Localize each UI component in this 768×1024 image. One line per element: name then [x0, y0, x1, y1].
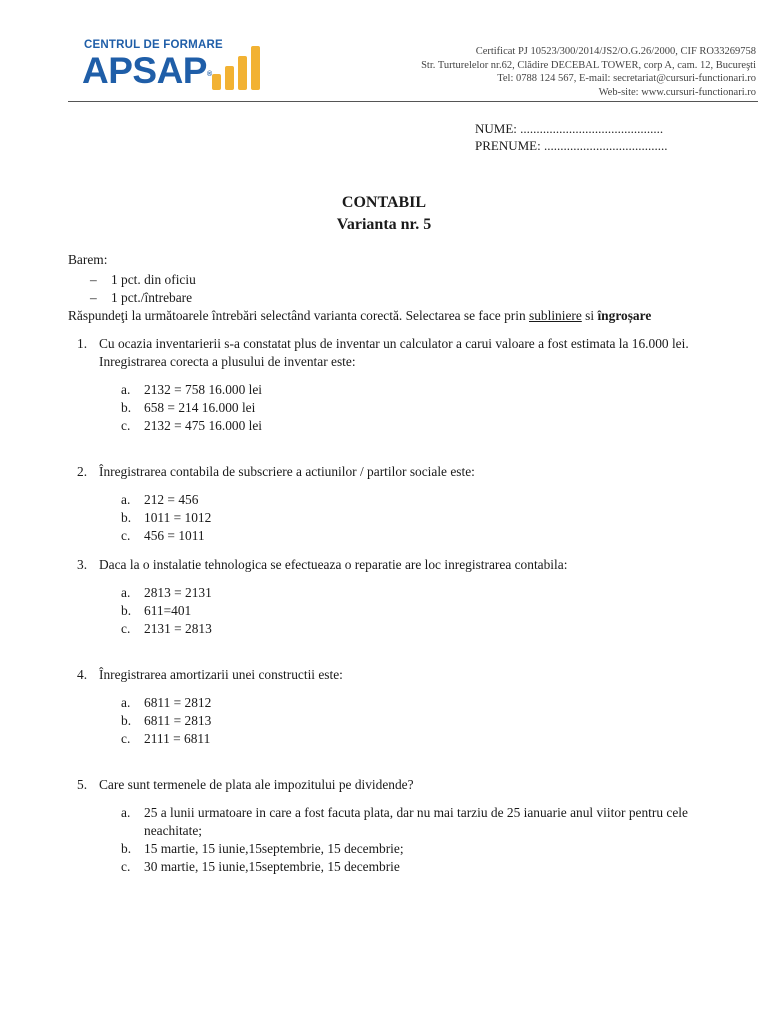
barem-item: – 1 pct. din oficiu	[68, 271, 700, 289]
option-letter: a.	[121, 492, 131, 507]
document-body	[68, 251, 700, 876]
option-letter: c.	[121, 418, 131, 433]
logo-bar	[238, 56, 247, 90]
answer-option[interactable]	[99, 712, 700, 730]
option-letter: b.	[121, 510, 132, 525]
option-text: 6811 = 2812	[144, 695, 212, 710]
option-text: 15 martie, 15 iunie,15septembrie, 15 decembrie;	[144, 841, 404, 856]
answer-option[interactable]	[99, 804, 700, 840]
answer-option[interactable]	[99, 602, 700, 620]
question-text: Înregistrarea contabila de subscriere a actiunilor / partilor sociale este:	[99, 464, 475, 479]
question-number: 3.	[77, 557, 88, 572]
header-divider	[68, 101, 758, 102]
answer-option[interactable]	[99, 509, 700, 527]
answer-option[interactable]	[99, 694, 700, 712]
option-text: 2132 = 758 16.000 lei	[144, 382, 263, 397]
option-text: 6811 = 2813	[144, 713, 212, 728]
answer-options	[99, 804, 700, 876]
instruction-text-middle: si	[581, 308, 598, 323]
option-text: 25 a lunii urmatoare in care a fost facuta plata, dar nu mai tarziu de 25 ianuarie anul viitor pentru cele neachitate;	[144, 805, 688, 838]
option-text: 30 martie, 15 iunie,15septembrie, 15 decembrie	[144, 859, 400, 874]
instruction-text-start: Răspundeţi la următoarele întrebări selectând varianta corectă. Selectarea se face prin	[68, 308, 529, 323]
logo-wordmark-text: APSAP	[82, 50, 207, 91]
option-text: 658 = 214 16.000 lei	[144, 400, 256, 415]
question-text: Înregistrarea amortizarii unei constructii este:	[99, 667, 343, 682]
option-text: 611=401	[144, 603, 192, 618]
surname-line: PRENUME: ......................................	[475, 138, 668, 153]
question-number: 2.	[77, 464, 88, 479]
option-text: 2131 = 2813	[144, 621, 212, 636]
answer-option[interactable]	[99, 527, 700, 545]
page-subtitle: Varianta nr. 5	[336, 216, 432, 233]
option-letter: c.	[121, 859, 131, 874]
page-header	[68, 30, 758, 102]
barem-list	[68, 271, 700, 307]
question-5	[68, 776, 700, 876]
option-letter: b.	[121, 841, 132, 856]
question-4	[68, 666, 700, 748]
answer-options	[99, 694, 700, 748]
option-letter: a.	[121, 695, 131, 710]
answer-option[interactable]	[99, 620, 700, 638]
answer-options	[99, 381, 700, 435]
instruction-bold-word: îngroșare	[597, 308, 652, 323]
page-title: CONTABIL	[341, 194, 427, 211]
barem-label: Barem:	[68, 252, 108, 267]
question-number: 4.	[77, 667, 88, 682]
logo-bar	[225, 66, 234, 90]
logo-bar	[251, 46, 260, 90]
apsap-logo	[68, 30, 278, 100]
option-text: 2132 = 475 16.000 lei	[144, 418, 263, 433]
contact-info	[421, 45, 756, 99]
name-fields	[475, 120, 667, 154]
option-text: 2111 = 6811	[144, 731, 211, 746]
instruction-underline-word: subliniere	[529, 308, 582, 323]
contact-website: Web-site: www.cursuri-functionari.ro	[598, 86, 756, 98]
question-number: 1.	[77, 336, 88, 351]
question-3	[68, 556, 700, 638]
option-text: 2813 = 2131	[144, 585, 212, 600]
option-letter: a.	[121, 382, 131, 397]
question-text: Cu ocazia inventarierii s-a constatat plus de inventar un calculator a carui valoare a fost estimata la 16.000 lei. Inregistrarea corecta a plusului de inventar este:	[99, 336, 689, 369]
question-text: Daca la o instalatie tehnologica se efectueaza o reparatie are loc inregistrarea contabila:	[99, 557, 568, 572]
option-letter: b.	[121, 400, 132, 415]
bar-chart-icon	[210, 40, 262, 90]
option-letter: c.	[121, 731, 131, 746]
answer-option[interactable]	[99, 399, 700, 417]
answer-option[interactable]	[99, 858, 700, 876]
question-list	[68, 335, 700, 876]
answer-option[interactable]	[99, 730, 700, 748]
contact-certificate: Certificat PJ 10523/300/2014/JS2/O.G.26/2000, CIF RO33269758	[475, 46, 756, 57]
answer-option[interactable]	[99, 491, 700, 509]
barem-item: – 1 pct./întrebare	[68, 289, 700, 307]
option-letter: c.	[121, 621, 131, 636]
answer-option[interactable]	[99, 584, 700, 602]
registered-mark: ®	[206, 71, 212, 78]
contact-phone-email: Tel: 0788 124 567, E-mail: secretariat@cursuri-functionari.ro	[497, 73, 756, 84]
answer-option[interactable]	[99, 417, 700, 435]
question-1	[68, 335, 700, 435]
answer-option[interactable]	[99, 381, 700, 399]
option-text: 456 = 1011	[144, 528, 205, 543]
option-letter: a.	[121, 805, 131, 820]
option-letter: b.	[121, 713, 132, 728]
logo-wordmark	[82, 51, 212, 91]
option-letter: a.	[121, 585, 131, 600]
question-2	[68, 463, 700, 545]
answer-options	[99, 491, 700, 545]
logo-tagline: CENTRUL DE FORMARE	[84, 39, 223, 51]
option-text: 212 = 456	[144, 492, 199, 507]
contact-address: Str. Turturelelor nr.62, Clădire DECEBAL TOWER, corp A, cam. 12, Bucureşti	[421, 59, 756, 71]
answer-options	[99, 584, 700, 638]
option-letter: b.	[121, 603, 132, 618]
option-text: 1011 = 1012	[144, 510, 212, 525]
answer-option[interactable]	[99, 840, 700, 858]
question-number: 5.	[77, 777, 88, 792]
instruction-text	[68, 307, 700, 325]
logo-bar	[212, 74, 221, 90]
name-line: NUME: ............................................	[475, 121, 664, 136]
option-letter: c.	[121, 528, 131, 543]
question-text: Care sunt termenele de plata ale impozitului pe dividende?	[99, 777, 414, 792]
